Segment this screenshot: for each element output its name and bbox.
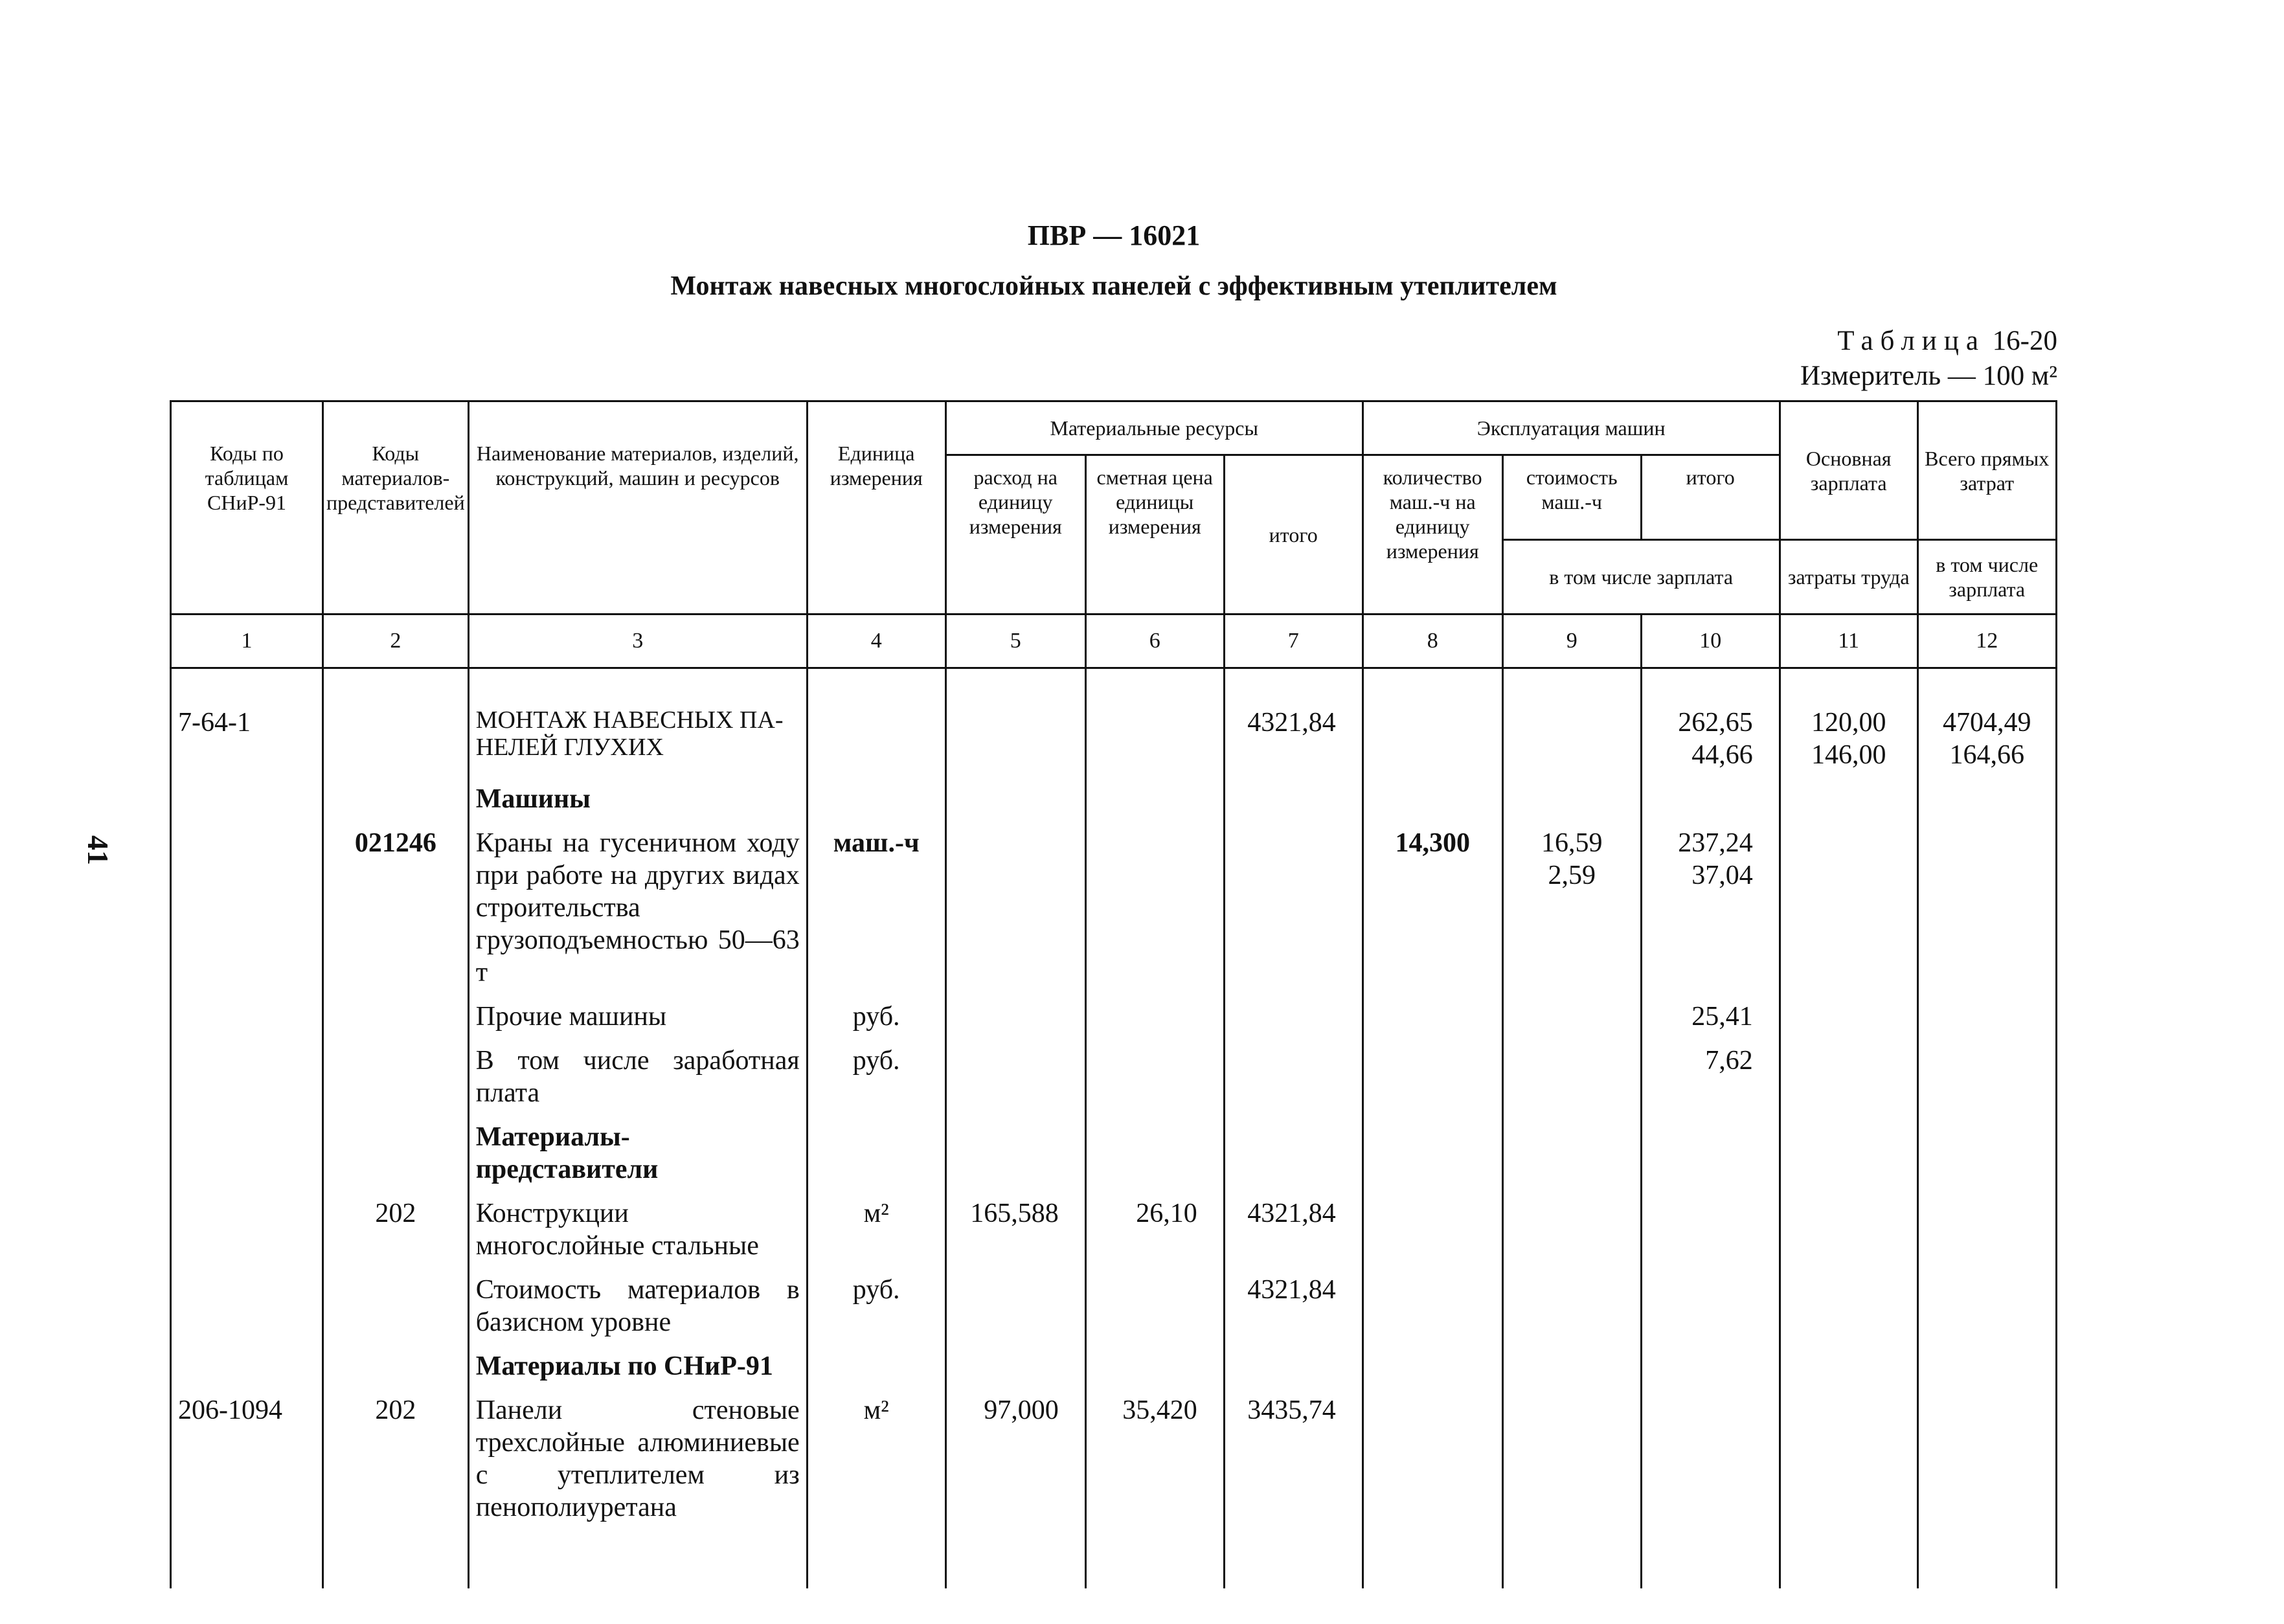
document-title: ПВР — 16021 xyxy=(1027,220,1201,251)
header-machine-operation: Эксплуатация машин xyxy=(1362,401,1780,455)
header-codes-materials: Коды материалов-представителей xyxy=(323,401,469,615)
name-cell: Краны на гусеничном ходу при работе на других видах строительства грузоподъемностью 50—63 т xyxy=(468,823,807,997)
table-row xyxy=(171,997,2057,1041)
header-material-resources: Материальные ресурсы xyxy=(945,401,1362,455)
header-estimated-price: сметная цена единицы измерения xyxy=(1085,455,1224,615)
name-cell: В том числе заработная плата xyxy=(468,1041,807,1117)
base-wage-value: 120,00 xyxy=(1811,708,1886,738)
table-number-line xyxy=(1800,324,2057,359)
name-cell: Стоимость материалов в базисном уровне xyxy=(468,1270,807,1346)
column-number: 12 xyxy=(1917,615,2056,668)
total-cell: 4321,84 xyxy=(1224,703,1362,779)
header-total-direct: Всего прямых затрат xyxy=(1917,401,2056,540)
total-cell: 3435,74 xyxy=(1224,1390,1362,1531)
machine-wage-value: 44,66 xyxy=(1691,740,1753,770)
total-cell: 4321,84 xyxy=(1224,1193,1362,1270)
column-number: 8 xyxy=(1362,615,1502,668)
cost-value: 16,59 xyxy=(1541,828,1603,858)
name-cell: Панели стеновые трехслойные алюминиевые с утеплителем из пенополиуретана xyxy=(468,1390,807,1531)
rate-cell: 97,000 xyxy=(945,1390,1085,1531)
header-name: Наименование материалов, изделий, конструкций, машин и ресурсов xyxy=(468,401,807,615)
code-cell: 7-64-1 xyxy=(171,703,323,779)
unit-cell: маш.-ч xyxy=(807,823,945,997)
section-heading: Машины xyxy=(468,779,807,823)
material-code-cell: 202 xyxy=(323,1193,469,1270)
direct-wage-value: 164,66 xyxy=(1949,740,2024,770)
header-cost-machine-hour: стоимость маш.-ч xyxy=(1502,455,1641,540)
unit-cell: руб. xyxy=(807,997,945,1041)
unit-cell: м² xyxy=(807,1390,945,1531)
page-number: 41 xyxy=(82,835,115,865)
material-code-cell xyxy=(323,703,469,779)
table-caption xyxy=(1800,324,2057,394)
direct-total-cell xyxy=(1917,703,2056,779)
measure-unit: Измеритель — 100 м² xyxy=(1800,361,2057,391)
section-row xyxy=(171,1346,2057,1390)
direct-total-value: 4704,49 xyxy=(1942,708,2031,738)
header-incl-wage-direct: в том числе зарплата xyxy=(1917,540,2056,615)
cost-wage-value: 2,59 xyxy=(1548,861,1596,890)
labor-value: 146,00 xyxy=(1811,740,1886,770)
unit-cell: м² xyxy=(807,1193,945,1270)
machine-total-cell xyxy=(1641,703,1780,779)
name-cell: МОНТАЖ НАВЕСНЫХ ПА-НЕЛЕЙ ГЛУХИХ xyxy=(468,703,807,779)
machine-hours-cell xyxy=(1362,703,1502,779)
machine-wage-value: 37,04 xyxy=(1691,861,1753,890)
table-number: 16-20 xyxy=(1992,326,2057,356)
header-rate-per-unit: расход на единицу измерения xyxy=(945,455,1085,615)
unit-cell: руб. xyxy=(807,1041,945,1117)
table-row xyxy=(171,1193,2057,1270)
table-row xyxy=(171,703,2057,779)
column-number: 7 xyxy=(1224,615,1362,668)
column-number: 11 xyxy=(1780,615,1917,668)
cost-cell xyxy=(1502,823,1641,997)
section-row xyxy=(171,1117,2057,1193)
header-base-wage: Основная зарплата xyxy=(1780,401,1917,540)
column-number: 6 xyxy=(1085,615,1224,668)
price-cell: 26,10 xyxy=(1085,1193,1224,1270)
column-number: 3 xyxy=(468,615,807,668)
machine-total-value: 237,24 xyxy=(1678,828,1753,858)
code-cell: 206-1094 xyxy=(171,1390,323,1531)
price-cell: 35,420 xyxy=(1085,1390,1224,1531)
header-material-total: итого xyxy=(1224,455,1362,615)
table-row xyxy=(171,1390,2057,1531)
machine-total-cell: 25,41 xyxy=(1641,997,1780,1041)
machine-total-cell: 7,62 xyxy=(1641,1041,1780,1117)
section-row xyxy=(171,779,2057,823)
base-wage-cell xyxy=(1780,703,1917,779)
column-number: 1 xyxy=(171,615,323,668)
section-heading: Материалы по СНиР-91 xyxy=(468,1346,807,1390)
column-number: 9 xyxy=(1502,615,1641,668)
column-number: 4 xyxy=(807,615,945,668)
document-subtitle: Монтаж навесных многослойных панелей с эффективным утеплителем xyxy=(670,271,1557,301)
norms-table xyxy=(170,400,2057,1588)
column-number: 5 xyxy=(945,615,1085,668)
header-machine-total: итого xyxy=(1641,455,1780,540)
total-cell: 4321,84 xyxy=(1224,1270,1362,1346)
rate-cell: 165,588 xyxy=(945,1193,1085,1270)
price-cell xyxy=(1085,703,1224,779)
unit-cell: руб. xyxy=(807,1270,945,1346)
header-codes-tables: Коды по таблицам СНиР-91 xyxy=(171,401,323,615)
rate-cell xyxy=(945,703,1085,779)
machine-total-value: 262,65 xyxy=(1678,708,1753,738)
column-number: 2 xyxy=(323,615,469,668)
header-unit: Единица измерения xyxy=(807,401,945,615)
table-row xyxy=(171,1270,2057,1346)
header-machine-hours: количество маш.-ч на единицу измерения xyxy=(1362,455,1502,615)
cost-cell xyxy=(1502,703,1641,779)
name-cell: Конструкции многослойные стальные xyxy=(468,1193,807,1270)
machine-total-cell xyxy=(1641,823,1780,997)
machine-hours-cell: 14,300 xyxy=(1362,823,1502,997)
table-row xyxy=(171,823,2057,997)
unit-cell xyxy=(807,703,945,779)
material-code-cell: 202 xyxy=(323,1390,469,1531)
table-row xyxy=(171,1041,2057,1117)
column-number: 10 xyxy=(1641,615,1780,668)
section-heading: Материалы-представители xyxy=(468,1117,807,1193)
name-cell: Прочие машины xyxy=(468,997,807,1041)
header-labor-costs: затраты труда xyxy=(1780,540,1917,615)
material-code-cell: 021246 xyxy=(323,823,469,997)
header-incl-wage: в том числе зарплата xyxy=(1502,540,1780,615)
table-label: Таблица xyxy=(1837,326,1985,356)
